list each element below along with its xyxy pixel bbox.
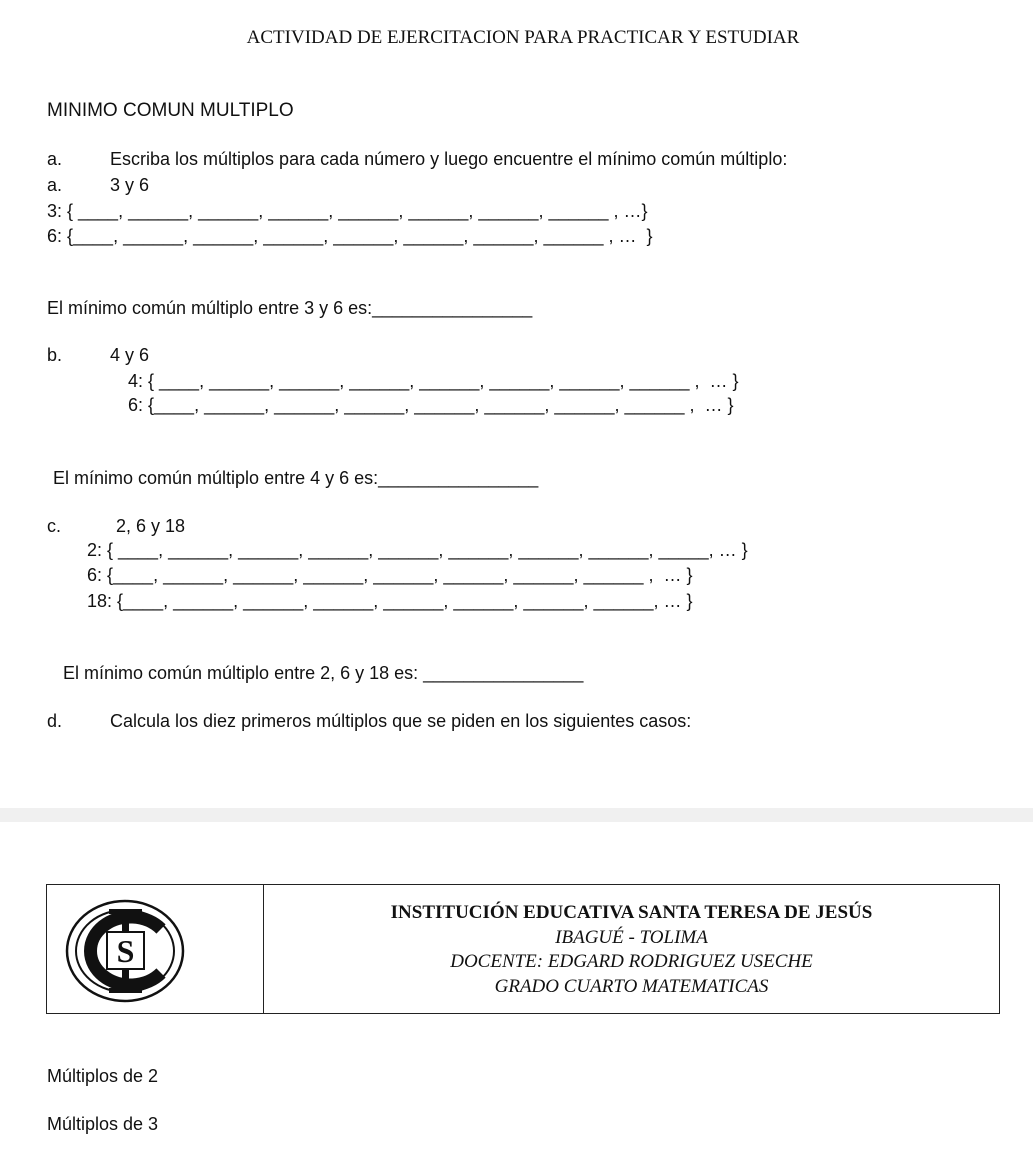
school-name: INSTITUCIÓN EDUCATIVA SANTA TERESA DE JESÚS bbox=[390, 902, 873, 923]
grade-subject: GRADO CUARTO MATEMATICAS bbox=[494, 975, 769, 997]
teacher-name: DOCENTE: EDGARD RODRIGUEZ USECHE bbox=[450, 951, 813, 972]
page-title: ACTIVIDAD DE EJERCITACION PARA PRACTICAR Y ESTUDIAR bbox=[246, 27, 800, 48]
exercise-b-label: 4 y 6 bbox=[110, 345, 150, 365]
multiples-of-3-label: Múltiplos de 3 bbox=[47, 1114, 159, 1134]
exercise-a-answer: El mínimo común múltiplo entre 3 y 6 es:________________ bbox=[47, 298, 533, 318]
exercise-d-marker: d. bbox=[47, 711, 63, 731]
exercise-c-line-2: 6: {____, ______, ______, ______, ______, ______, ______, ______ , … } bbox=[87, 565, 693, 585]
svg-text:S: S bbox=[116, 933, 135, 969]
school-logo-icon bbox=[65, 899, 185, 1003]
topic-heading: MINIMO COMUN MULTIPLO bbox=[47, 100, 294, 121]
multiples-of-2-label: Múltiplos de 2 bbox=[47, 1066, 159, 1086]
exercise-a-line-2: 6: {____, ______, ______, ______, ______, ______, ______, ______ , … } bbox=[47, 226, 653, 246]
exercise-c-line-3: 18: {____, ______, ______, ______, ______, ______, ______, ______, … } bbox=[87, 591, 693, 611]
exercise-c-marker: c. bbox=[47, 516, 62, 536]
exercise-c-line-1: 2: { ____, ______, ______, ______, ______, ______, ______, ______, _____, … } bbox=[87, 540, 748, 560]
school-city: IBAGUÉ - TOLIMA bbox=[555, 926, 708, 948]
exercise-d-text: Calcula los diez primeros múltiplos que se piden en los siguientes casos: bbox=[110, 711, 692, 731]
exercise-b-line-1: 4: { ____, ______, ______, ______, ______, ______, ______, ______ , … } bbox=[128, 371, 739, 391]
exercise-c-label: 2, 6 y 18 bbox=[116, 516, 186, 536]
page-break bbox=[0, 808, 1033, 822]
exercise-c-answer: El mínimo común múltiplo entre 2, 6 y 18 es: ________________ bbox=[63, 663, 584, 683]
exercise-b-answer: El mínimo común múltiplo entre 4 y 6 es:________________ bbox=[53, 468, 539, 488]
exercise-a-line-1: 3: { ____, ______, ______, ______, ______, ______, ______, ______ , …} bbox=[47, 201, 648, 221]
exercise-b-marker: b. bbox=[47, 345, 63, 365]
instruction-text: Escriba los múltiplos para cada número y luego encuentre el mínimo común múltiplo: bbox=[110, 149, 788, 169]
institution-header bbox=[46, 884, 1000, 1014]
exercise-a-label: 3 y 6 bbox=[110, 175, 150, 195]
exercise-a-marker: a. bbox=[47, 175, 63, 195]
instruction-marker: a. bbox=[47, 149, 63, 169]
exercise-b-line-2: 6: {____, ______, ______, ______, ______, ______, ______, ______ , … } bbox=[128, 395, 734, 415]
